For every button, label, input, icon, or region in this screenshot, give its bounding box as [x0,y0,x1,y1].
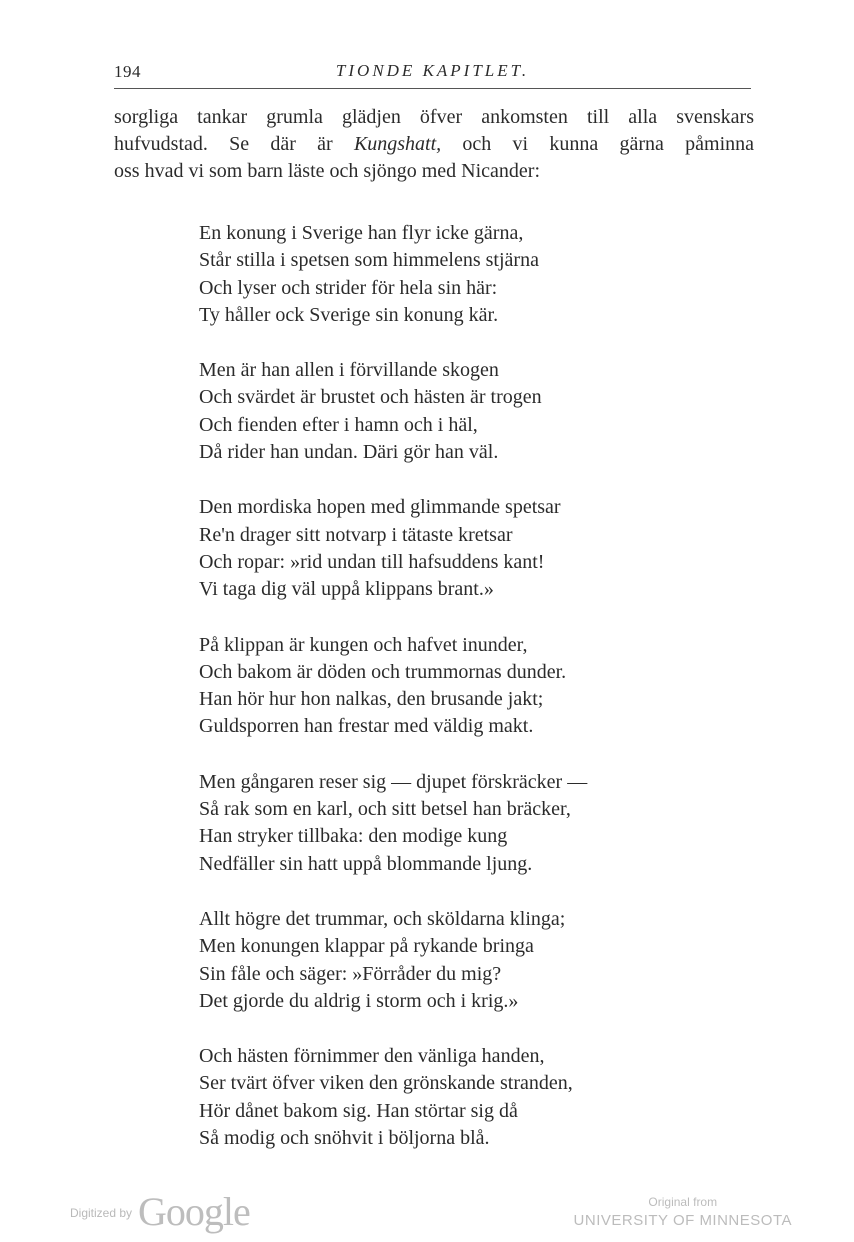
verse-line: Och hästen förnimmer den vänliga handen, [199,1045,545,1068]
page-number: 194 [114,62,141,81]
verse-line: Så rak som en karl, och sitt betsel han bräcker, [199,798,571,821]
verse-line: Och svärdet är brustet och hästen är trogen [199,386,542,409]
verse-line: Men gångaren reser sig — djupet förskräcker — [199,770,588,793]
prose-line-2 [114,131,754,158]
verse-line: Vi taga dig väl uppå klippans brant.» [199,578,494,601]
stanza [199,220,679,329]
verse-line: På klippan är kungen och hafvet inunder, [199,633,528,656]
verse-line: Guldsporren han frestar med väldig makt. [199,715,534,738]
stanza [199,1043,679,1152]
prose-paragraph [114,104,754,185]
running-head: TIONDE KAPITLET. [335,61,530,80]
verse-line: Och bakom är döden och trummornas dunder. [199,660,567,683]
institution-name: UNIVERSITY OF MINNESOTA [573,1212,792,1229]
verse-line: Re'n drager sitt notvarp i tätaste kretsar [199,523,513,546]
verse-line: Står stilla i spetsen som himmelens stjärna [199,249,539,272]
verse-line: Så modig och snöhvit i böljorna blå. [199,1127,490,1150]
source-watermark [574,1195,792,1229]
original-from-label: Original from [648,1195,718,1209]
verse-line: Ser tvärt öfver viken den grönskande stranden, [199,1072,573,1095]
page-header [114,58,751,89]
verse-line: Då rider han undan. Däri gör han väl. [199,441,499,464]
verse-line: Och lyser och strider för hela sin här: [199,276,498,299]
stanza [199,632,679,741]
verse-line: Och fienden efter i hamn och i häl, [199,413,478,436]
stanza [199,769,679,878]
stanza [199,494,679,603]
verse-line: Nedfäller sin hatt uppå blommande ljung. [199,852,533,875]
verse-line: Hör dånet bakom sig. Han störtar sig då [199,1099,518,1122]
stanza [199,906,679,1015]
prose-line-2-end: och vi kunna gärna påminna [441,133,755,155]
digitized-by-label: Digitized by [70,1206,133,1220]
verse-line: Men konungen klappar på rykande bringa [199,935,534,958]
place-name-italic: Kungshatt, [353,133,442,155]
verse-line: Allt högre det trummar, och sköldarna klinga; [199,907,566,930]
verse-line: Men är han allen i förvillande skogen [199,359,499,382]
verse-line: Ty håller ock Sverige sin konung kär. [199,303,499,326]
poem [199,220,679,1180]
google-logo: Google [138,1189,250,1234]
prose-line-3: oss hvad vi som barn läste och sjöngo med Nicander: [114,160,541,182]
verse-line: Det gjorde du aldrig i storm och i krig.» [199,989,519,1012]
verse-line: Sin fåle och säger: »Förråder du mig? [199,962,502,985]
verse-line: Den mordiska hopen med glimmande spetsar [199,496,561,519]
digitized-by-watermark [70,1182,250,1232]
stanza [199,357,679,466]
verse-line: En konung i Sverige han flyr icke gärna, [199,222,524,244]
verse-line: Och ropar: »rid undan till hafsuddens kant! [199,550,545,573]
verse-line: Han stryker tillbaka: den modige kung [199,825,508,848]
verse-line: Han hör hur hon nalkas, den brusande jakt; [199,688,544,711]
prose-line-1: sorgliga tankar grumla glädjen öfver ankomsten till alla svenskars [114,106,754,128]
prose-line-2-start: hufvudstad. Se där är [114,133,354,155]
